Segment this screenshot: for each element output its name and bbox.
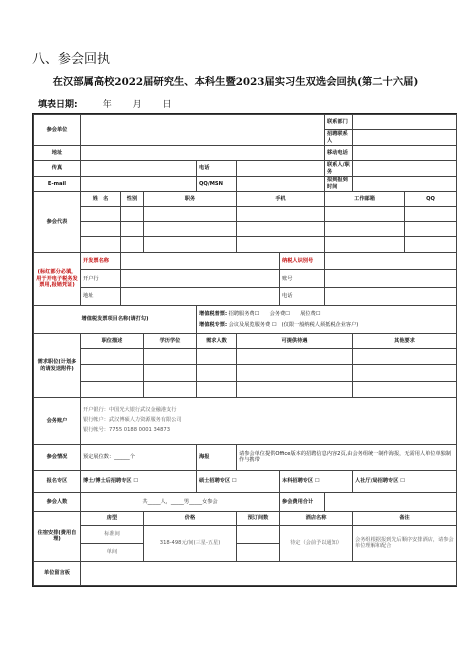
invoice-note: (标红部分必填，用于开电子税务发票用,报销凭证) [34, 252, 81, 305]
fill-date-label: 填表日期: [38, 100, 78, 110]
email-label: E-mail [34, 176, 81, 191]
phone-label: 电话 [197, 161, 237, 176]
invoice-address-label: 地址 [81, 288, 121, 306]
contact-person-field[interactable] [353, 130, 457, 145]
room-price: 318-498元/间(三星-五星) [144, 526, 237, 561]
rep-header-mobile: 手机 [237, 192, 325, 206]
zone-bachelor-checkbox[interactable]: 本科招聘专区 ☐ [280, 471, 353, 493]
rep-label: 参会代表 [34, 192, 81, 253]
normal-invoice-label: 增值税普票: [199, 311, 228, 318]
job-cell[interactable] [353, 381, 457, 398]
mobile-field[interactable] [353, 145, 457, 160]
message-board-label: 单位留言板 [34, 561, 81, 585]
job-cell[interactable] [81, 348, 144, 365]
account-no-label: 账号 [280, 270, 325, 288]
rep-cell[interactable] [325, 237, 405, 252]
booth-label: 参会情况 [34, 444, 81, 470]
fee-total-field[interactable] [325, 493, 457, 512]
zones-label: 报名专区 [34, 471, 81, 493]
section-heading: 八、参会回执 [32, 52, 111, 67]
booth-count-field[interactable]: 预定展位数：______个 [81, 444, 197, 470]
rep-cell[interactable] [405, 206, 457, 221]
invoice-type-options[interactable] [197, 305, 457, 334]
message-board-field[interactable] [81, 561, 457, 585]
rep-cell[interactable] [121, 206, 144, 221]
account-number-line: 银行帐号：7755 0188 0001 34873 [83, 426, 170, 433]
room-single: 单间 [81, 543, 144, 561]
invoice-phone-label: 电话 [280, 288, 325, 306]
account-no-field[interactable] [325, 270, 457, 288]
fee-total-label: 参会费用合计 [280, 493, 325, 512]
jobs-label: 需求职位(计划多的请发送附件) [34, 334, 81, 398]
unit-label: 参会单位 [34, 115, 81, 146]
receipt-form [32, 113, 457, 587]
rep-cell[interactable] [144, 221, 237, 236]
rep-header-email: 工作邮箱 [325, 192, 405, 206]
special-invoice-label: 增值税专票: [199, 321, 228, 328]
rep-header-name: 姓 名 [81, 192, 121, 206]
zone-doctor-checkbox[interactable]: 博士/博士后招聘专区 ☐ [81, 471, 197, 493]
job-cell[interactable] [237, 381, 353, 398]
account-bank-line: 开户银行：中国光大银行武汉金融港支行 [83, 407, 177, 414]
poster-label: 海报 [197, 444, 237, 470]
contact-dept-field[interactable] [353, 115, 457, 130]
zone-master-checkbox[interactable]: 硕士招聘专区 ☐ [197, 471, 280, 493]
rep-header-gender: 性别 [121, 192, 144, 206]
contact-title-field[interactable] [353, 161, 457, 176]
attendee-count-label: 参会人数 [34, 493, 81, 512]
rep-cell[interactable] [237, 237, 325, 252]
bank-label: 开户行 [81, 270, 121, 288]
rep-cell[interactable] [81, 221, 121, 236]
jobs-header-degree: 学历学位 [144, 334, 197, 348]
zone-hr-bureau-checkbox[interactable]: 人社厅/局招聘专区 ☐ [353, 471, 457, 493]
hotel-header-name: 酒店名称 [280, 511, 353, 525]
job-cell[interactable] [144, 381, 197, 398]
job-cell[interactable] [144, 365, 197, 382]
rep-cell[interactable] [121, 237, 144, 252]
rep-cell[interactable] [237, 221, 325, 236]
unit-field[interactable] [81, 115, 325, 146]
invoice-address-field[interactable] [121, 288, 280, 306]
special-invoice-options[interactable]: 会议及展览服务费 ☐ (仅限一般纳税人须抵税企业客户) [228, 321, 359, 328]
rep-header-title: 职务 [144, 192, 237, 206]
address-label: 地址 [34, 145, 81, 160]
rep-cell[interactable] [325, 206, 405, 221]
hotel-header-price: 价格 [144, 511, 237, 525]
fill-date-fields[interactable]: 年 月 日 [102, 100, 172, 110]
rep-header-qq: QQ [405, 192, 457, 206]
job-cell[interactable] [81, 365, 144, 382]
phone-field[interactable] [237, 161, 325, 176]
invoice-name-label: 开发票名称 [81, 252, 121, 270]
rep-cell[interactable] [325, 221, 405, 236]
jobs-header-desc: 职位描述 [81, 334, 144, 348]
contact-title-label: 联系人/职务 [325, 161, 353, 176]
job-cell[interactable] [353, 365, 457, 382]
meeting-account-label: 会务账户 [34, 398, 81, 444]
normal-invoice-options[interactable]: 招聘服务费☐ 会务费☐ 展位费☐ [228, 311, 321, 318]
job-cell[interactable] [81, 381, 144, 398]
qq-msn-field[interactable] [237, 176, 325, 191]
poster-note: 请参会单位提供Office版本的招聘信息内容2页,由会务组统一制作海报，无需用人单位单独制作与携带 [237, 444, 457, 470]
jobs-header-count: 需求人数 [197, 334, 237, 348]
rep-cell[interactable] [405, 237, 457, 252]
fax-label: 传真 [34, 161, 81, 176]
form-title: 在汉部属高校2022届研究生、本科生暨2023届实习生双选会回执(第二十六届) [52, 76, 419, 88]
invoice-phone-field[interactable] [325, 288, 457, 306]
rep-cell[interactable] [237, 206, 325, 221]
rep-cell[interactable] [144, 206, 237, 221]
hotel-header-room: 房型 [81, 511, 144, 525]
meeting-account-info [81, 398, 457, 444]
rooms-standard-field[interactable] [237, 526, 280, 544]
hotel-name: 待定（会前予以通知） [280, 526, 353, 561]
hotel-header-remark: 备注 [353, 511, 457, 525]
taxid-label: 纳税人识别号 [280, 252, 325, 270]
hotel-header-rooms: 预订间数 [237, 511, 280, 525]
job-cell[interactable] [144, 348, 197, 365]
job-cell[interactable] [197, 348, 237, 365]
contact-person-label: 招聘联系人 [325, 130, 353, 145]
hotel-remark: 会务组根据报到先后顺序安排酒店，请参会单位理解和配合 [353, 526, 457, 561]
jobs-header-benefit: 可提供待遇 [237, 334, 353, 348]
hotel-label: 住宿安排(费用自理) [34, 511, 81, 561]
arrival-field[interactable] [353, 176, 457, 191]
qq-msn-label: QQ/MSN [197, 176, 237, 191]
rep-cell[interactable] [81, 237, 121, 252]
contact-dept-label: 联系部门 [325, 115, 353, 130]
jobs-header-other: 其他要求 [353, 334, 457, 348]
job-cell[interactable] [237, 365, 353, 382]
account-name-line: 银行帐户：武汉博硕人力资源服务有限公司 [83, 417, 182, 424]
taxid-field[interactable] [325, 252, 457, 270]
rep-cell[interactable] [121, 221, 144, 236]
arrival-label: 拟到报到时间 [325, 176, 353, 191]
address-field[interactable] [81, 145, 325, 160]
rep-cell[interactable] [405, 221, 457, 236]
bank-field[interactable] [121, 270, 280, 288]
invoice-name-field[interactable] [121, 252, 280, 270]
fax-field[interactable] [81, 161, 197, 176]
job-cell[interactable] [237, 348, 353, 365]
fill-date [38, 97, 171, 110]
rep-cell[interactable] [81, 206, 121, 221]
job-cell[interactable] [197, 381, 237, 398]
room-standard: 标准间 [81, 526, 144, 544]
attendee-count-field[interactable]: 共_____人，_____男_____女参会 [81, 493, 280, 512]
invoice-item-label: 增值税发票项目名称(请打勾) [34, 305, 197, 334]
rooms-single-field[interactable] [237, 543, 280, 561]
job-cell[interactable] [197, 365, 237, 382]
rep-cell[interactable] [144, 237, 237, 252]
mobile-label: 移动电话 [325, 145, 353, 160]
job-cell[interactable] [353, 348, 457, 365]
email-field[interactable] [81, 176, 197, 191]
